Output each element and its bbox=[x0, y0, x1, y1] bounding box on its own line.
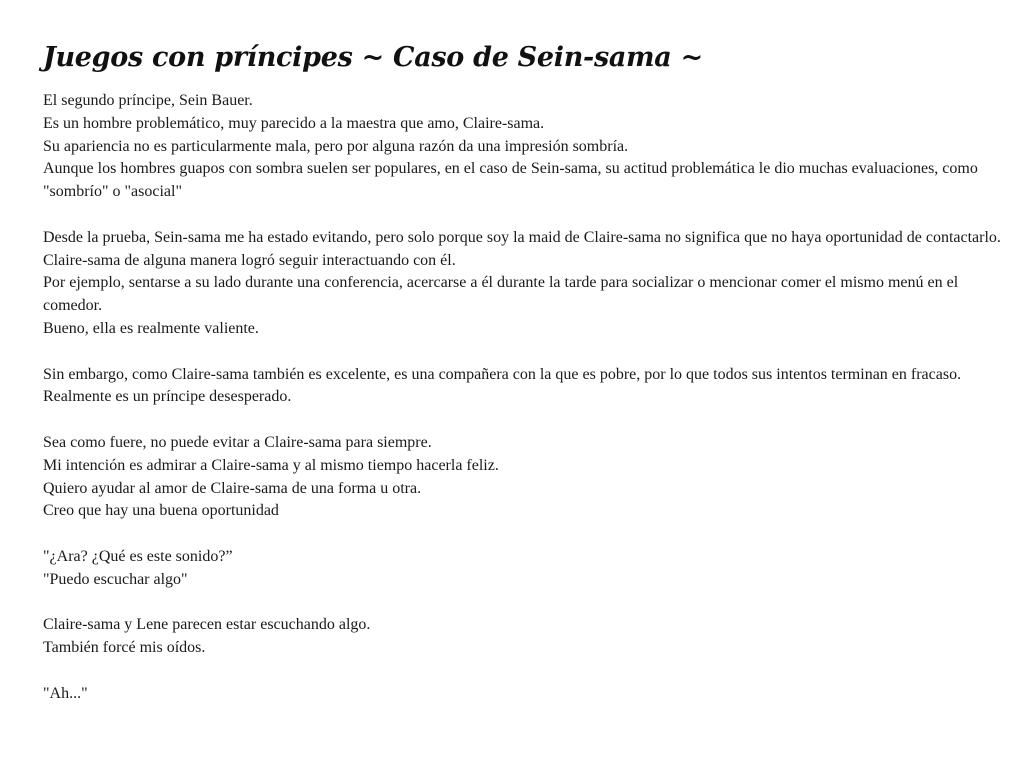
paragraph bbox=[43, 364, 1013, 410]
paragraph bbox=[43, 546, 1013, 592]
text-line: Sea como fuere, no puede evitar a Claire-sama para siempre. bbox=[43, 433, 432, 451]
paragraph bbox=[43, 90, 1013, 204]
text-line: Mi intención es admirar a Claire-sama y al mismo tiempo hacerla feliz. bbox=[43, 456, 499, 474]
text-line: Desde la prueba, Sein-sama me ha estado evitando, pero solo porque soy la maid de Claire-sama no significa que no haya oportunidad de contactarlo. bbox=[43, 228, 1001, 246]
paragraph bbox=[43, 227, 1013, 341]
chapter-title: Juegos con príncipes ~ Caso de Sein-sama ~ bbox=[43, 42, 703, 73]
paragraph bbox=[43, 614, 1013, 660]
text-line: También forcé mis oídos. bbox=[43, 639, 206, 657]
dialogue-line: "Ah..." bbox=[43, 684, 88, 702]
text-line: El segundo príncipe, Sein Bauer. bbox=[43, 92, 253, 109]
dialogue-line: "¿Ara? ¿Qué es este sonido?” bbox=[43, 547, 233, 565]
text-line: Bueno, ella es realmente valiente. bbox=[43, 319, 259, 337]
text-line: Por ejemplo, sentarse a su lado durante una conferencia, acercarse a él durante la tarde para socializar o mencionar comer el mismo menú en el comedor. bbox=[43, 274, 959, 315]
text-line: Sin embargo, como Claire-sama también es excelente, es una compañera con la que es pobre, por lo que todos sus intentos terminan en fracaso. bbox=[43, 365, 962, 383]
paragraph bbox=[43, 432, 1013, 523]
text-line: Claire-sama de alguna manera logró seguir interactuando con él. bbox=[43, 251, 456, 269]
text-line: Realmente es un príncipe desesperado. bbox=[43, 388, 292, 406]
text-line: Quiero ayudar al amor de Claire-sama de una forma u otra. bbox=[43, 479, 422, 497]
text-line: Claire-sama y Lene parecen estar escuchando algo. bbox=[43, 616, 371, 634]
text-line: Es un hombre problemático, muy parecido a la maestra que amo, Claire-sama. bbox=[43, 114, 545, 132]
text-line: Creo que hay una buena oportunidad bbox=[43, 502, 279, 520]
paragraph bbox=[43, 683, 1013, 706]
text-line: Su apariencia no es particularmente mala, pero por alguna razón da una impresión sombría. bbox=[43, 137, 629, 155]
chapter-body bbox=[43, 90, 1013, 706]
text-line: Aunque los hombres guapos con sombra suelen ser populares, en el caso de Sein-sama, su actitud problemática le dio muchas evaluaciones, como "sombrío" o "asocial" bbox=[43, 160, 978, 201]
dialogue-line: "Puedo escuchar algo" bbox=[43, 570, 188, 588]
document-page bbox=[43, 40, 1013, 728]
